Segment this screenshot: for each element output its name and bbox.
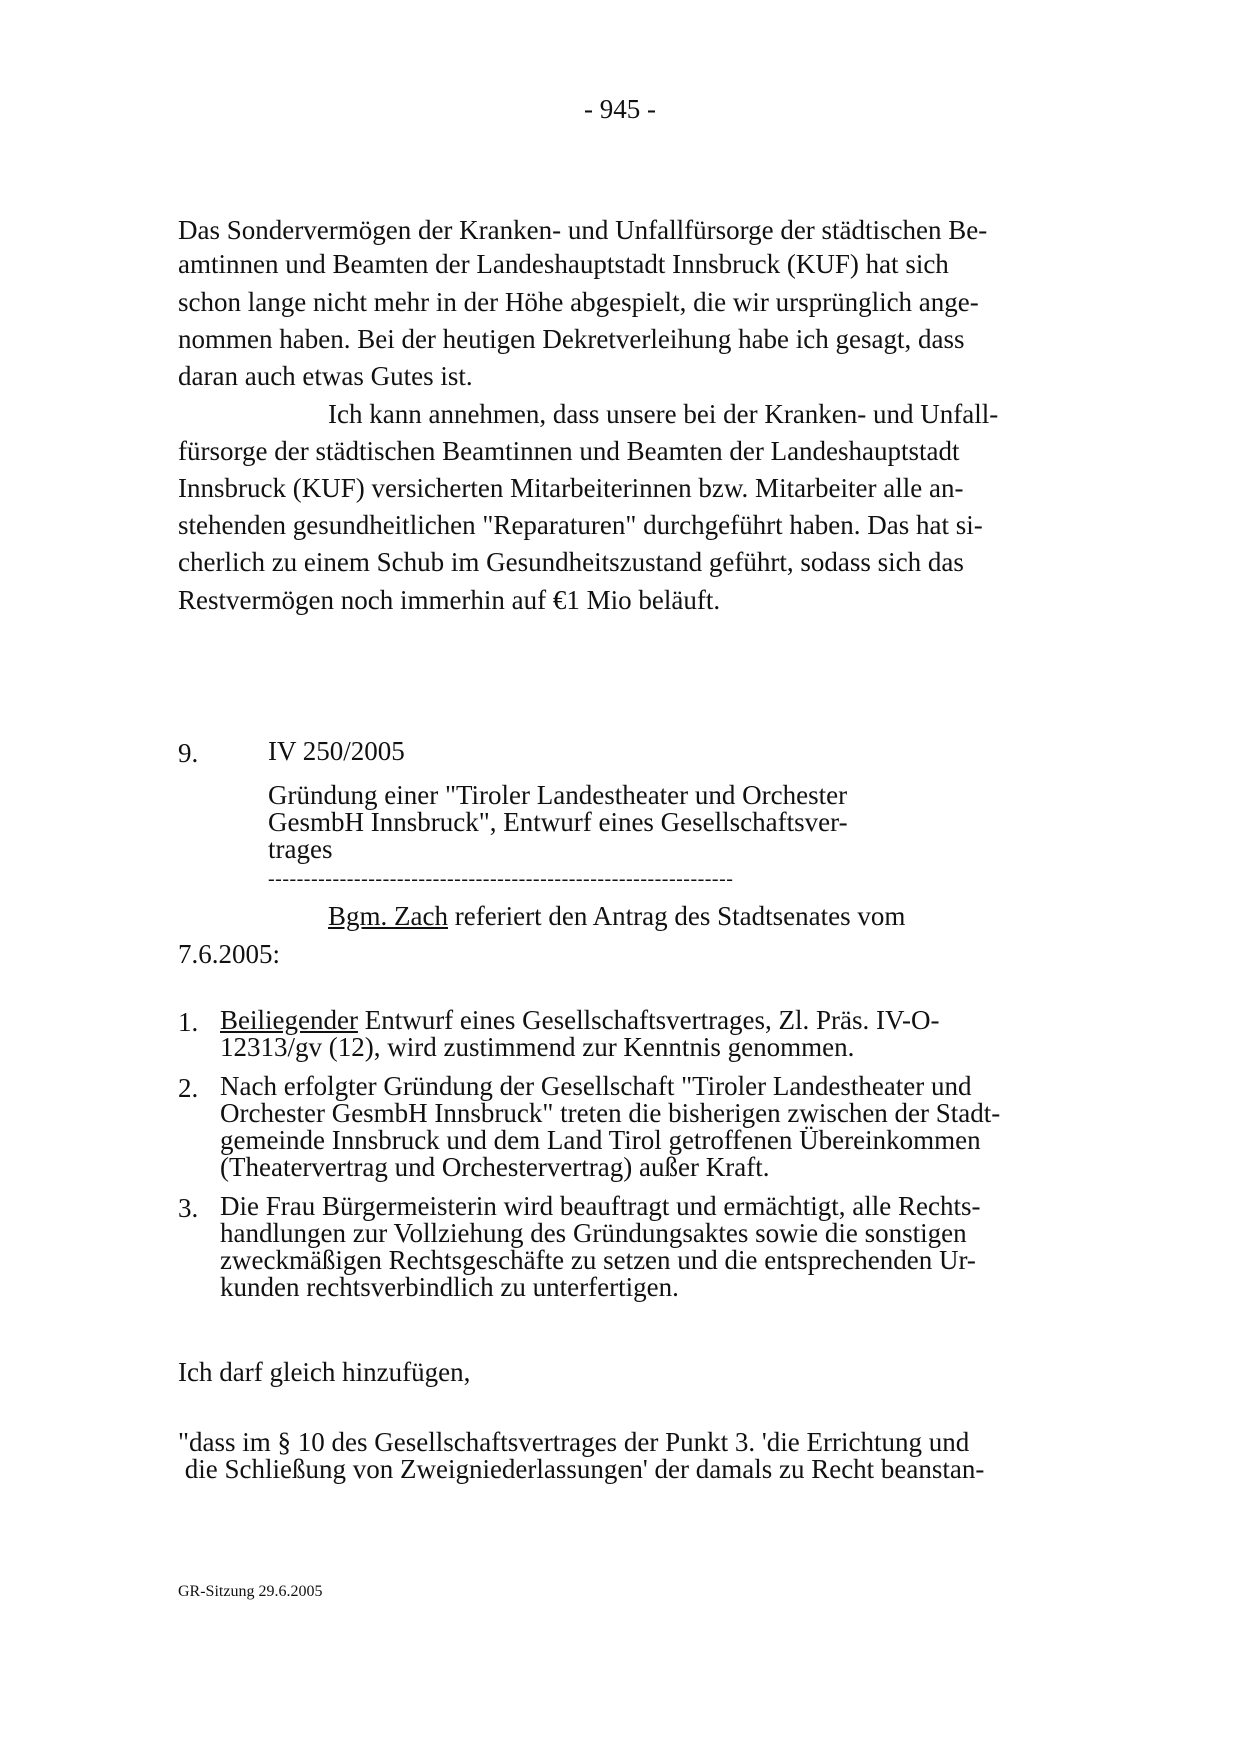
list-item-number: 3. <box>178 1193 199 1223</box>
list-item-line: handlungen zur Vollziehung des Gründungsaktes sowie die sonstigen <box>220 1218 967 1248</box>
list-item-line: gemeinde Innsbruck und dem Land Tirol getroffenen Übereinkommen <box>220 1125 981 1155</box>
underlined-word: Beiliegender <box>220 1005 358 1035</box>
paragraph-line: fürsorge der städtischen Beamtinnen und Beamten der Landeshauptstadt <box>178 436 960 466</box>
speaker-name: Bgm. Zach <box>328 901 448 931</box>
list-item-line <box>220 1007 940 1034</box>
paragraph-line: Das Sondervermögen der Kranken- und Unfallfürsorge der städtischen Be- <box>178 215 988 245</box>
list-item-line: zweckmäßigen Rechtsgeschäfte zu setzen und die entsprechenden Ur- <box>220 1245 976 1275</box>
list-item-line: (Theatervertrag und Orchestervertrag) außer Kraft. <box>220 1152 770 1182</box>
list-item-number: 2. <box>178 1073 199 1103</box>
paragraph-line: Ich kann annehmen, dass unsere bei der Kranken- und Unfall- <box>328 399 999 429</box>
agenda-item-number: 9. <box>178 738 199 768</box>
referral-date: 7.6.2005: <box>178 939 281 969</box>
agenda-item-reference: IV 250/2005 <box>268 736 405 766</box>
addendum-line: Ich darf gleich hinzufügen, <box>178 1357 471 1387</box>
agenda-item-title-line: trages <box>268 834 333 864</box>
footer: GR-Sitzung 29.6.2005 <box>178 1583 323 1600</box>
quote-line: die Schließung von Zweigniederlassungen' der damals zu Recht beanstan- <box>178 1454 985 1484</box>
paragraph-line: daran auch etwas Gutes ist. <box>178 361 473 391</box>
list-item-line: Nach erfolgter Gründung der Gesellschaft "Tiroler Landestheater und <box>220 1071 972 1101</box>
list-item-line: kunden rechtsverbindlich zu unterfertigen. <box>220 1272 679 1302</box>
agenda-item-title-line: GesmbH Innsbruck", Entwurf eines Gesellschaftsver- <box>268 807 848 837</box>
list-item-line: Orchester GesmbH Innsbruck" treten die bisherigen zwischen der Stadt- <box>220 1098 1001 1128</box>
referral-text: referiert den Antrag des Stadtsenates vom <box>447 901 906 931</box>
paragraph-line: schon lange nicht mehr in der Höhe abgespielt, die wir ursprünglich ange- <box>178 287 979 317</box>
referral-line <box>328 899 905 933</box>
list-item-line: 12313/gv (12), wird zustimmend zur Kenntnis genommen. <box>220 1032 855 1062</box>
list-item-line: Die Frau Bürgermeisterin wird beauftragt und ermächtigt, alle Rechts- <box>220 1191 981 1221</box>
page-number: - 945 - <box>584 94 656 124</box>
quote-line: "dass im § 10 des Gesellschaftsvertrages der Punkt 3. 'die Errichtung und <box>178 1427 970 1457</box>
paragraph-line: Innsbruck (KUF) versicherten Mitarbeiterinnen bzw. Mitarbeiter alle an- <box>178 473 964 503</box>
paragraph-line: cherlich zu einem Schub im Gesundheitszustand geführt, sodass sich das <box>178 547 964 577</box>
separator-line: ----------------------------------------------------------------- <box>268 868 734 890</box>
paragraph-line: Restvermögen noch immerhin auf €1 Mio beläuft. <box>178 585 721 615</box>
paragraph-line: amtinnen und Beamten der Landeshauptstadt Innsbruck (KUF) hat sich <box>178 249 949 279</box>
paragraph-line: nommen haben. Bei der heutigen Dekretverleihung habe ich gesagt, dass <box>178 324 965 354</box>
list-item-number: 1. <box>178 1007 199 1037</box>
agenda-item-title-line: Gründung einer "Tiroler Landestheater und Orchester <box>268 780 848 810</box>
list-item-text: Entwurf eines Gesellschaftsvertrages, Zl. Präs. IV-O- <box>357 1005 940 1035</box>
paragraph-line: stehenden gesundheitlichen "Reparaturen" durchgeführt haben. Das hat si- <box>178 510 983 540</box>
